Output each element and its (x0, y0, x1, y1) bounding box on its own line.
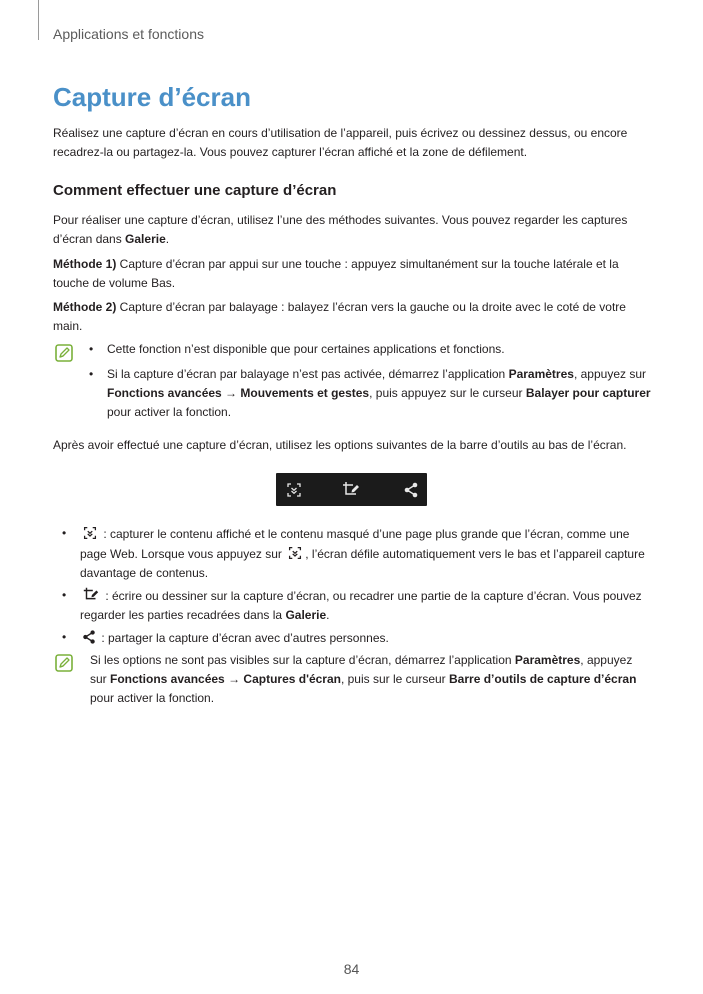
bullet: • (89, 367, 94, 381)
option-scroll-capture: : capturer le contenu affiché et le contenu masqué d’une page plus grande que l’écran, comme une page Web. Lorsque vous appuyez sur , l’écran défile automatiquement vers le bas et l’appareil capture davantage de contenus. (80, 524, 650, 583)
draw-crop-icon (80, 586, 102, 604)
method-1-label: Méthode 1) (53, 257, 117, 271)
screenshot-toolbar (276, 473, 427, 506)
intro-paragraph: Réalisez une capture d’écran en cours d’utilisation de l’appareil, puis écrivez ou dessinez dessus, ou encore recadrez-la ou partagez-la. Vous pouvez capturer l’écran affiché et la zone de défilement. (53, 126, 628, 159)
section-heading: Comment effectuer une capture d’écran (53, 182, 337, 199)
toolbar-intro-paragraph: Après avoir effectué une capture d’écran, utilisez les options suivantes de la barre d’outils au bas de l’écran. (53, 438, 627, 452)
method-2-paragraph: Méthode 2) Capture d’écran par balayage : balayez l’écran vers la gauche ou la droite avec le coté de votre main. (53, 300, 626, 333)
header-rule (38, 0, 39, 40)
draw-crop-icon[interactable] (341, 480, 361, 500)
note-2-text: Si les options ne sont pas visibles sur la capture d’écran, démarrez l’application Paramètres, appuyez sur Fonctions avancées → Captures d'écran, puis sur le curseur Barre d’outils de capture d’écran pour activer la fonction. (90, 653, 637, 705)
scroll-capture-icon (80, 524, 100, 542)
running-header: Applications et fonctions (53, 26, 204, 42)
page-number: 84 (343, 961, 360, 977)
share-icon[interactable] (401, 480, 421, 500)
page-title: Capture d’écran (53, 82, 251, 112)
scroll-capture-icon (285, 544, 305, 562)
bullet: • (89, 342, 94, 356)
bullet: • (62, 526, 67, 540)
note-pencil-icon (55, 344, 73, 362)
bullet: • (62, 630, 67, 644)
share-icon (80, 628, 98, 646)
method-1-paragraph: Méthode 1) Capture d’écran par appui sur une touche : appuyez simultanément sur la touche latérale et la touche de volume Bas. (53, 257, 619, 290)
note-1-bullet-2: Si la capture d’écran par balayage n’est pas activée, démarrez l’application Paramètres, appuyez sur Fonctions avancées → Mouvements et gestes, puis appuyez sur le curseur Balayer pour capturer pour activer la fonction. (107, 367, 651, 419)
method-2-label: Méthode 2) (53, 300, 117, 314)
note-1-bullet-1: Cette fonction n’est disponible que pour certaines applications et fonctions. (107, 342, 505, 356)
option-draw-crop: : écrire ou dessiner sur la capture d’écran, ou recadrer une partie de la capture d’écran. Vous pouvez regarder les parties recadrées dans la Galerie. (80, 586, 650, 625)
note-pencil-icon (55, 654, 73, 672)
option-share: : partager la capture d’écran avec d’autres personnes. (80, 628, 650, 648)
bullet: • (62, 588, 67, 602)
methods-intro-paragraph: Pour réaliser une capture d’écran, utilisez l’une des méthodes suivantes. Vous pouvez regarder les captures d’écran dans Galerie. (53, 213, 628, 246)
scroll-capture-icon[interactable] (284, 480, 304, 500)
